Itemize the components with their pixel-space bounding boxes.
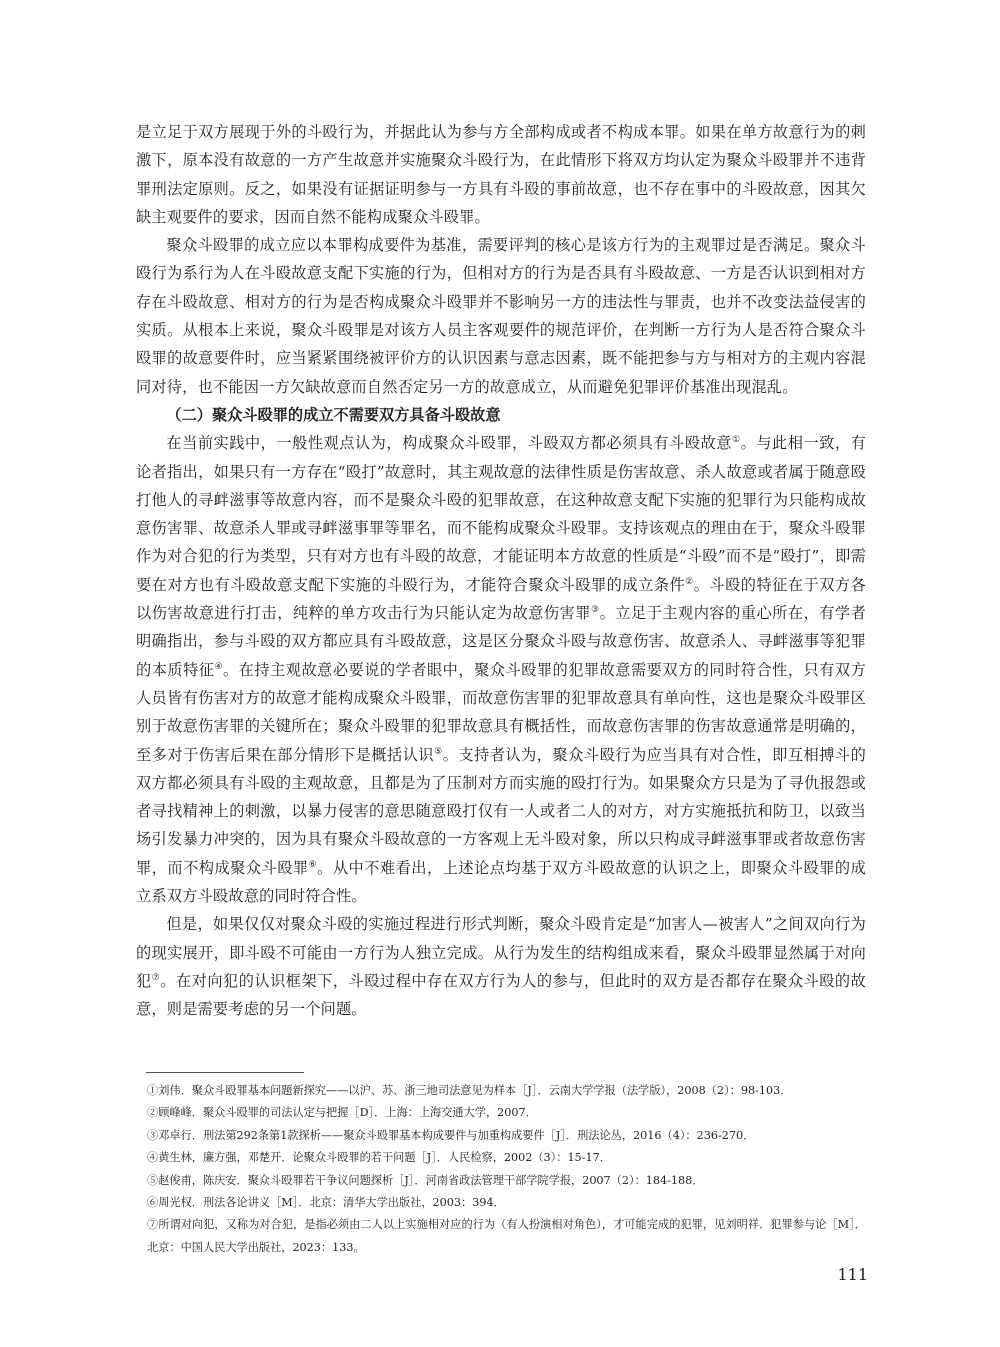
text-run: 。在持主观故意必要说的学者眼中，聚众斗殴罪的犯罪故意需要双方的同时符合性，只有双方人员皆有伤害对方的故意才能构成聚众斗殴罪，而故意伤害罪的犯罪故意具有单向性，这也是聚众斗殴罪区别于故意伤害罪的关键所在；聚众斗殴罪的犯罪故意具有概括性，而故意伤害罪的伤害故意通常是明确的，至多对于伤害后果在部分情形下是概括认识	[136, 660, 866, 764]
footnotes	[136, 1080, 866, 1259]
footnote-marker: ④	[214, 661, 224, 672]
text-run: 。从中不难看出，上述论点均基于双方斗殴故意的认识之上，即聚众斗殴罪的成立系双方斗殴故意的同时符合性。	[136, 858, 867, 906]
text-run: 在当前实践中，一般性观点认为，构成聚众斗殴罪，斗殴双方都必须具有斗殴故意	[166, 434, 733, 453]
footnote-divider	[146, 1072, 304, 1073]
footnote-2: ②顾峰峰．聚众斗殴罪的司法认定与把握［D］．上海：上海交通大学，2007．	[147, 1106, 537, 1120]
footnote-3: ③邓卓行．刑法第292条第1款探析——聚众斗殴罪基本构成要件与加重构成要件［J］．刑法论丛，2016（4）：236-270．	[147, 1128, 755, 1142]
text-run: 聚众斗殴罪的成立应以本罪构成要件为基准，需要评判的核心是该方行为的主观罪过是否满足。聚众斗殴行为系行为人在斗殴故意支配下实施的行为，但相对方的行为是否具有斗殴故意、一方是否认识到相对方存在斗殴故意、相对方的行为是否构成聚众斗殴罪并不影响另一方的违法性与罪责，也并不改变法益侵害的实质。从根本上来说，聚众斗殴罪是对该方人员主客观要件的规范评价，在判断一方行为人是否符合聚众斗殴罪的故意要件时，应当紧紧围绕被评价方的认识因素与意志因素，既不能把参与方与相对方的主观内容混同对待，也不能因一方欠缺故意而自然否定另一方的故意成立，从而避免犯罪评价基准出现混乱。	[136, 236, 866, 396]
footnote-7: ⑦所谓对向犯，又称为对合犯，是指必须由二人以上实施相对应的行为（有人扮演相对角色），才可能完成的犯罪，见刘明祥．犯罪参与论［M］．北京：中国人民大学出版社，2023：133。	[147, 1218, 866, 1254]
text-run: 。立足于主观内容的重心所在，有学者明确指出，参与斗殴的双方都应具有斗殴故意，这是区分聚众斗殴与故意伤害、故意杀人、寻衅滋事等犯罪的本质特征	[136, 604, 866, 679]
footnote-marker: ①	[732, 435, 741, 446]
footnote-marker: ③	[591, 604, 600, 615]
text-run: 是立足于双方展现于外的斗殴行为，并据此认为参与方全部构成或者不构成本罪。如果在单方故意行为的刺激下，原本没有故意的一方产生故意并实施聚众斗殴行为，在此情形下将双方均认定为聚众斗殴罪并不违背罪刑法定原则。反之，如果没有证据证明参与一方具有斗殴的事前故意，也不存在事中的斗殴故意，因其欠缺主观要件的要求，因而自然不能构成聚众斗殴罪。	[136, 123, 866, 226]
text-run: 但是，如果仅仅对聚众斗殴的实施过程进行形式判断，聚众斗殴肯定是“加害人—被害人”之间双向行为的现实展开，即斗殴不可能由一方行为人独立完成。从行为发生的结构组成来看，聚众斗殴罪显然属于对向犯	[136, 915, 866, 990]
article-body	[136, 118, 866, 1024]
text-run: 。在对向犯的认识框架下，斗殴过程中存在双方行为人的参与，但此时的双方是否都存在聚众斗殴的故意，则是需要考虑的另一个问题。	[136, 971, 867, 1019]
footnote-1: ①刘伟．聚众斗殴罪基本问题新探究——以沪、苏、浙三地司法意见为样本［J］．云南大学学报（法学版），2008（2）：98-103．	[147, 1084, 792, 1097]
footnote-marker: ⑦	[151, 972, 161, 983]
paragraph-1	[136, 118, 866, 231]
footnote-marker: ⑤	[434, 746, 443, 757]
footnote-6: ⑥周光权．刑法各论讲义［M］．北京：清华大学出版社，2003：394．	[147, 1196, 505, 1210]
footnote-5: ⑤赵俊甫，陈庆安．聚众斗殴罪若干争议问题探析［J］．河南省政法管理干部学院学报，2007（2）：184-188．	[147, 1173, 704, 1187]
text-run: 。斗殴的特征在于双方各以伤害故意进行打击，纯粹的单方攻击行为只能认定为故意伤害罪	[136, 575, 867, 623]
text-run: 。与此相一致，有论者指出，如果只有一方存在“殴打”故意时，其主观故意的法律性质是伤害故意、杀人故意或者属于随意殴打他人的寻衅滋事等故意内容，而不是聚众斗殴的犯罪故意，在这种故意支配下实施的犯罪行为只能构成故意伤害罪、故意杀人罪或寻衅滋事罪等罪名，而不能构成聚众斗殴罪。支持该观点的理由在于，聚众斗殴罪作为对合犯的行为类型，只有对方也有斗殴的故意，才能证明本方故意的性质是“斗殴”而不是“殴打”，即需要在对方也有斗殴故意支配下实施的斗殴行为，才能符合聚众斗殴罪的成立条件	[136, 434, 866, 594]
text-run: 。支持者认为，聚众斗殴行为应当具有对合性，即互相搏斗的双方都必须具有斗殴的主观故意，且都是为了压制对方而实施的殴打行为。如果聚众方只是为了寻仇报怨或者寻找精神上的刺激，以暴力侵害的意思随意殴打仅有一人或者二人的对方，对方实施抵抗和防卫，以致当场引发暴力冲突的，因为具有聚众斗殴故意的一方客观上无斗殴对象，所以只构成寻衅滋事罪或者故意伤害罪，而不构成聚众斗殴罪	[136, 745, 866, 877]
paragraph-3	[136, 429, 866, 910]
section-heading: （二）聚众斗殴罪的成立不需要双方具备斗殴故意	[166, 405, 501, 424]
paragraph-2	[136, 231, 866, 401]
page-number: 111	[837, 1265, 868, 1284]
footnote-marker: ⑥	[308, 859, 318, 870]
footnote-marker: ②	[685, 576, 694, 587]
paragraph-4	[136, 910, 866, 1023]
footnote-4: ④黄生林，廉方强，邓楚开．论聚众斗殴罪的若干问题［J］．人民检察，2002（3）：15-17．	[147, 1151, 611, 1165]
